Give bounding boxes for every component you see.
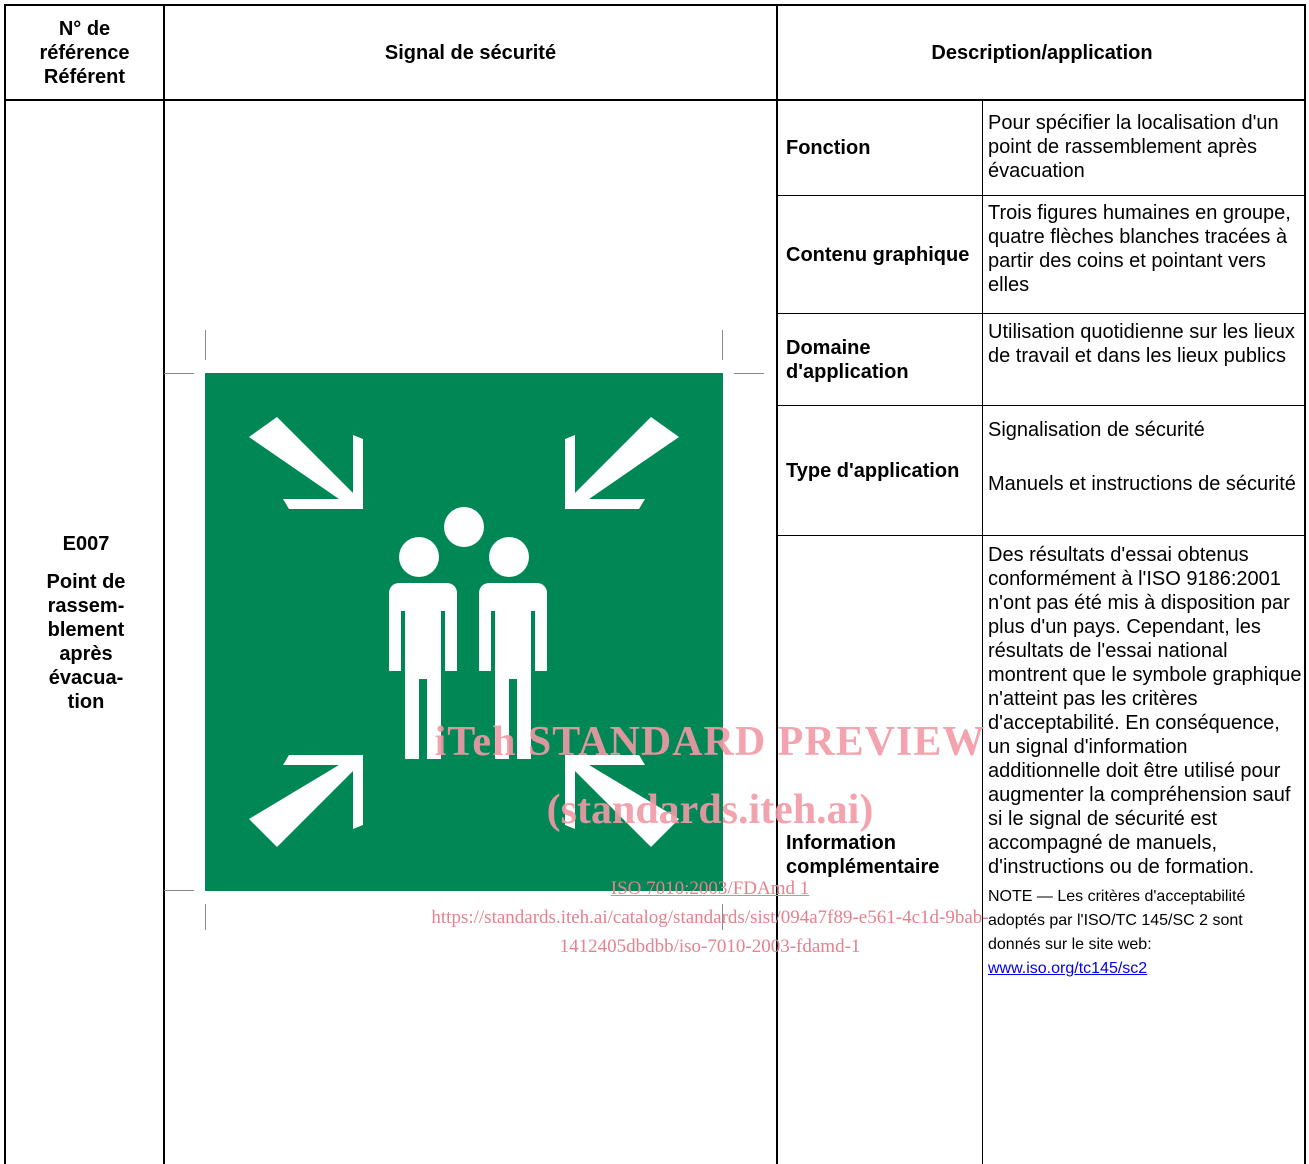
reference-name-line: blement <box>47 619 125 641</box>
crop-mark <box>205 330 206 360</box>
reference-name-line: tion <box>67 691 105 713</box>
person-head-icon <box>489 537 529 577</box>
reference-cell <box>6 532 166 714</box>
crop-mark <box>722 330 723 360</box>
arrow-bottom-left-icon <box>249 755 363 847</box>
watermark-standard: ISO 7010:2003/FDAmd 1 <box>610 878 810 899</box>
header-ref-line: référence <box>39 41 130 64</box>
header-ref <box>6 6 163 99</box>
information-note: NOTE — Les critères d'acceptabilité adoptés par l'ISO/TC 145/SC 2 sont donnés sur le site web: <box>988 888 1246 953</box>
header-description: Description/application <box>931 41 1153 64</box>
watermark-url-2: 1412405dbdbb/iso-7010-2003-fdamd-1 <box>559 936 861 957</box>
reference-name-line: après <box>59 643 113 665</box>
row-label-type: Type d'application <box>786 459 960 482</box>
type-line-2: Manuels et instructions de sécurité <box>988 473 1296 495</box>
row-rule-4 <box>777 535 1306 536</box>
reference-name-line: évacua- <box>48 667 124 689</box>
person-head-icon <box>399 537 439 577</box>
information-text: Des résultats d'essai obtenus conformément à l'ISO 9186:2001 n'ont pas été mis à disposition par plus d'un pays. Cependant, les résultats de l'essai national montrent que le symbole graphique n'atteint pas les critères d'acceptabilité. En conséquence, un signal d'information additionnelle doit être utilisé pour augmenter la compréhension sauf si le signal de sécurité est accompagné de manuels, d'instructions ou de formation. <box>988 544 1302 878</box>
type-line-1: Signalisation de sécurité <box>988 419 1205 441</box>
person-head-icon <box>444 507 484 547</box>
row-text-fonction: Pour spécifier la localisation d'un point de rassemblement après évacuation <box>988 112 1279 182</box>
crop-mark <box>164 890 194 891</box>
row-text-domaine: Utilisation quotidienne sur les lieux de travail et dans les lieux publics <box>988 321 1295 367</box>
header-bottom-rule <box>4 99 1306 101</box>
reference-code: E007 <box>62 533 110 555</box>
watermark-details <box>300 874 1120 961</box>
row-label-contenu: Contenu graphique <box>786 243 970 266</box>
row-label-information: Information complémentaire <box>786 832 940 878</box>
row-label-fonction: Fonction <box>786 137 871 159</box>
link-text[interactable]: www.iso.org/tc145/sc2 <box>988 960 1148 977</box>
reference-name-line: Point de <box>46 571 126 593</box>
crop-mark <box>205 904 206 930</box>
header-ref-line: N° de <box>58 17 111 40</box>
safety-sign-figure <box>164 330 764 930</box>
arrow-top-right-icon <box>565 417 679 509</box>
arrow-top-left-icon <box>249 417 363 509</box>
header-sign: Signal de sécurité <box>384 41 557 64</box>
reference-name-line: rassem- <box>47 595 125 617</box>
header-ref-line: Référent <box>43 65 126 88</box>
watermark-url: https://standards.iteh.ai/catalog/standards/sist/094a7f89-e561-4c1d-9bab- <box>431 907 989 928</box>
row-text-type <box>988 418 1302 496</box>
crop-mark <box>734 373 764 374</box>
watermark-title: iTeh STANDARD PREVIEW <box>434 719 986 765</box>
row-label-domaine: Domaine d'application <box>786 336 909 383</box>
row-text-contenu: Trois figures humaines en groupe, quatre flèches blanches tracées à partir des coins et pointant vers elles <box>988 202 1291 296</box>
crop-mark <box>164 373 194 374</box>
watermark-site: (standards.iteh.ai) <box>546 787 874 833</box>
col-divider-3 <box>982 101 983 1164</box>
col-divider-2 <box>776 4 778 1164</box>
